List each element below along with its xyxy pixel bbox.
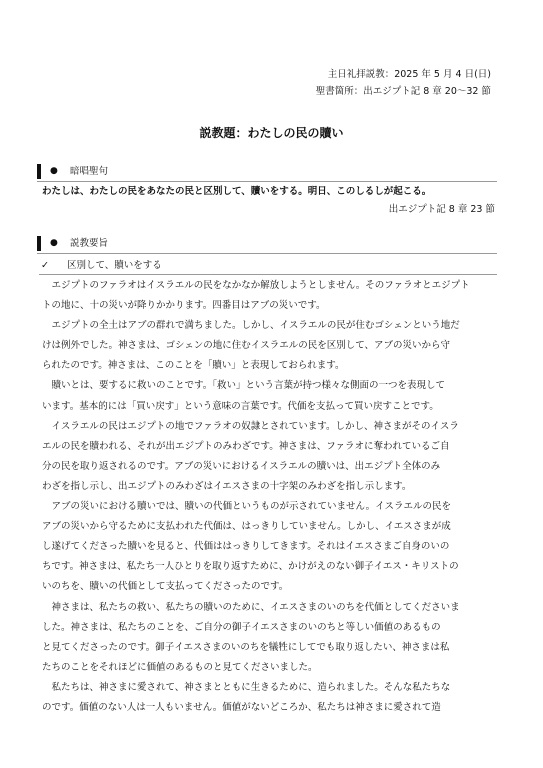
- text-line: イスラエルの民はエジプトの地でファラオの奴隷とされています。しかし、神さまがそのイスラ: [42, 420, 459, 432]
- text-line: られたのです。神さまは、このことを「贖い」と表現しておられます。: [42, 360, 345, 372]
- text-line: 分の民を取り返されるのです。アブの災いにおけるイスラエルの贖いは、出エジプト全体のみ: [42, 460, 441, 472]
- text-line: エジプトのファラオはイスラエルの民をなかなか解放しようとしません。そのファラオとエジプト: [42, 280, 470, 291]
- text-line: エルの民を贖われる、それが出エジプトのみわざです。神さまは、ファラオに奪われているご自: [42, 440, 450, 452]
- memory-verse: わたしは、わたしの民をあなたの民と区別して、贖いをする。明日、このしるしが起こる。: [42, 186, 432, 197]
- text-line: アブの災いから守るために支払われた代価は、はっきりしていません。しかし、イエスさまが成: [42, 521, 451, 533]
- text-line: ちです。神さまは、私たち一人ひとりを取り返すために、かけがえのない御子イエス・キリストの: [42, 561, 459, 573]
- text-line: トの地に、十の災いが降りかかります。四番目はアブの災いです。: [42, 300, 326, 312]
- verse-reference: 出エジプト記 8 章 23 節: [388, 204, 495, 215]
- section-bar: [37, 236, 41, 251]
- text-line: した。神さまは、私たちのことを、ご自分の御子イエスさまのいのちと等しい価値のあるもの: [42, 621, 441, 633]
- text-line: たちのことをそれほどに価値のあるものと見てくださいました。: [42, 661, 318, 673]
- section-bar: [37, 164, 41, 179]
- section-label: 説教要旨: [70, 238, 109, 249]
- text-line: います。基本的には「買い戻す」という意味の言葉です。代価を支払って買い戻すことです。: [42, 400, 439, 412]
- sermon-meta: [316, 66, 491, 100]
- section-label: 暗唱聖句: [70, 166, 109, 177]
- text-line: アブの災いにおける贖いでは、贖いの代価というものが示されていません。イスラエルの民を: [42, 501, 451, 513]
- text-line: のです。価値のない人は一人もいません。価値がないどころか、私たちは神さまに愛されて造: [42, 701, 441, 713]
- text-line: けは例外でした。神さまは、ゴシェンの地に住むイスラエルの民を区別して、アブの災いから守: [42, 340, 451, 352]
- section-header-summary: [37, 235, 497, 254]
- text-line: 贖いとは、要するに救いのことです。「救い」という言葉が持つ様々な側面の一つを表現して: [42, 380, 445, 392]
- bullet-icon: ●: [50, 166, 58, 176]
- checkmark-icon: ✓: [41, 260, 49, 271]
- text-line: いのちを、贖いの代価として支払ってくださったのです。: [42, 581, 289, 593]
- sermon-date: 主日礼拝説教：2025 年 5 月 4 日(日): [327, 69, 491, 80]
- text-line: 神さまは、私たちの救い、私たちの贖いのために、イエスさまのいのちを代価としてくださいま: [42, 601, 460, 613]
- scripture-passage: 聖書箇所：出エジプト記 8 章 20～32 節: [315, 86, 491, 97]
- section-header-recitation: [37, 163, 497, 182]
- bullet-icon: ●: [50, 238, 58, 248]
- sermon-title: 説教題：わたしの民の贖い: [199, 126, 344, 140]
- text-line: わざを指し示し、出エジプトのみわざはイエスさまの十字架のみわざを指し示します。: [42, 480, 412, 492]
- summary-body: [42, 276, 500, 718]
- text-line: 私たちは、神さまに愛されて、神さまとともに生きるために、造られました。そんな私たちな: [42, 681, 451, 693]
- text-line: と見てくださったのです。御子イエスさまのいのちを犠牲にしてでも取り返したい、神さまは私: [42, 641, 450, 653]
- subheading: [39, 258, 497, 275]
- text-line: エジプトの全土はアブの群れで満ちました。しかし、イスラエルの民が住むゴシェンという地だ: [42, 320, 460, 332]
- subheading-label: 区別して、贖いをする: [67, 260, 162, 271]
- text-line: し遂げてくださった贖いを見ると、代価ははっきりしてきます。それはイエスさまご自身のいの: [42, 541, 450, 553]
